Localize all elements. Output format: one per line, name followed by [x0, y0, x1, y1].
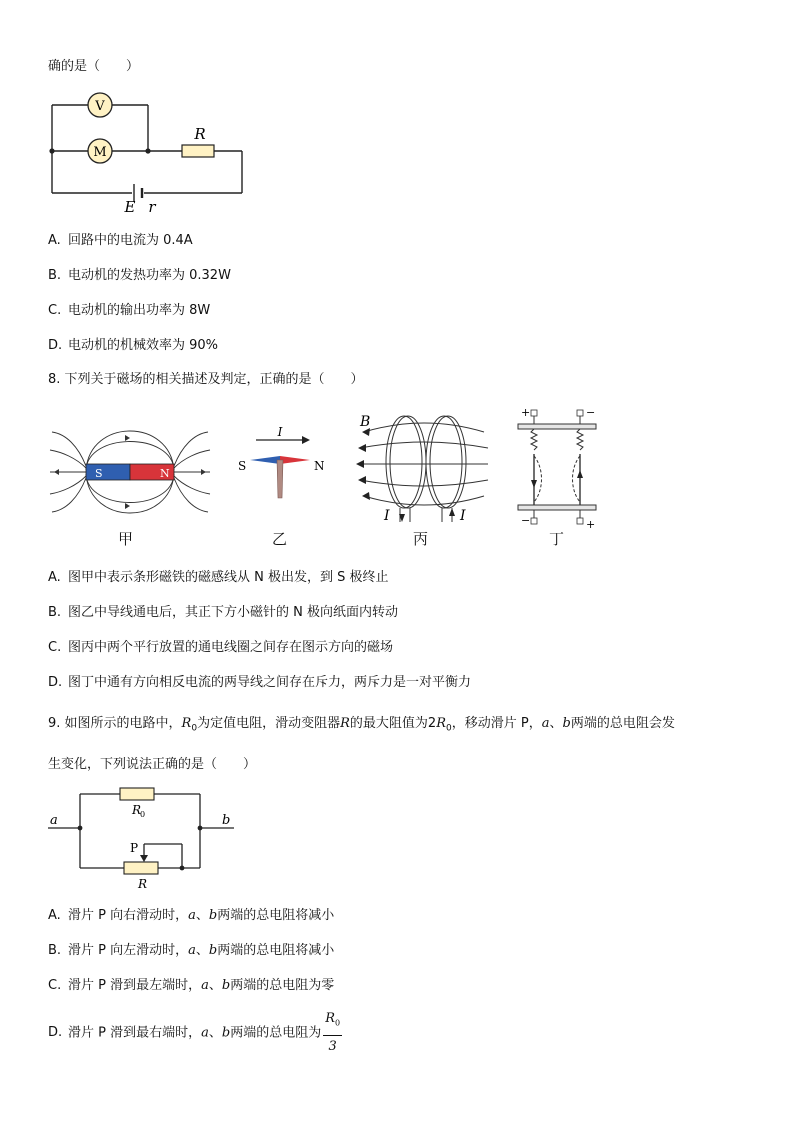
wire-right-bottom-plus: +	[586, 518, 596, 530]
voltmeter-label: V	[95, 99, 105, 114]
magnet-n-label: N	[160, 467, 170, 480]
slider-p-label: P	[130, 841, 139, 855]
option-text: 电动机的机械效率为 90%	[68, 338, 219, 353]
terminal-b: b	[562, 716, 571, 731]
option-text: 两端的总电阻为	[230, 1025, 322, 1041]
wire-left-bottom-minus: −	[521, 514, 531, 527]
option-text: 图丙中两个平行放置的通电线圈之间存在图示方向的磁场	[68, 640, 394, 655]
option-letter: C.	[48, 978, 62, 993]
numerator-subscript: 0	[335, 1018, 341, 1028]
option-text: 图丁中通有方向相反电流的两导线之间存在斥力，两斥力是一对平衡力	[68, 675, 472, 690]
option-letter: A.	[48, 570, 61, 585]
motor-label: M	[93, 145, 107, 160]
option-letter: D.	[48, 1025, 63, 1041]
rheostat	[124, 862, 158, 874]
compass-n-label: N	[314, 459, 325, 473]
r-symbol: R	[340, 716, 350, 731]
q9-option-b[interactable]	[48, 942, 334, 960]
q8-option-b[interactable]	[48, 604, 398, 622]
figure-yi-compass	[232, 424, 332, 514]
q7-circuit-figure	[40, 88, 260, 218]
terminal-b: b	[208, 908, 218, 923]
separator: 、	[195, 943, 209, 958]
two-coefficient: 2	[427, 716, 437, 731]
fraction-denominator: 3	[328, 1038, 337, 1054]
option-letter: C.	[48, 640, 62, 655]
r0-fig-subscript: 0	[140, 810, 146, 819]
figure-ding-parallel-wires	[514, 406, 600, 530]
option-text: 电动机的发热功率为 0.32W	[68, 268, 231, 283]
q9-stem-part: 的最大阻值为	[349, 716, 428, 731]
option-letter: B.	[48, 943, 62, 958]
q9-stem-line1	[48, 715, 675, 738]
q9-stem-line2: 生变化，下列说法正确的是（ ）	[48, 757, 257, 772]
q9-stem-part: 为定值电阻，滑动变阻器	[197, 716, 341, 731]
option-letter: A.	[48, 233, 61, 248]
terminal-b: b	[221, 978, 231, 993]
wire-left-top-plus: +	[521, 406, 531, 419]
q8-option-c[interactable]	[48, 639, 393, 657]
option-text: 两端的总电阻为零	[230, 978, 335, 993]
field-label-b: B	[360, 414, 371, 430]
terminal-a: a	[541, 716, 550, 731]
option-text: 滑片 P 向右滑动时，	[68, 908, 189, 923]
q9-option-a[interactable]	[48, 907, 334, 925]
option-text: 两端的总电阻将减小	[217, 908, 335, 923]
option-letter: C.	[48, 303, 62, 318]
compass-needle-red	[280, 456, 310, 464]
resistor-symbol	[182, 145, 214, 157]
numerator-symbol: R	[325, 1011, 336, 1026]
q9-option-c[interactable]	[48, 977, 334, 995]
terminal-a: a	[188, 943, 196, 958]
option-letter: B.	[48, 268, 62, 283]
separator: 、	[208, 1025, 222, 1041]
caption-jia: 甲	[118, 530, 134, 548]
option-text: 两端的总电阻将减小	[217, 943, 335, 958]
r0-symbol: R	[181, 716, 192, 731]
figure-bing-coils	[354, 412, 490, 524]
r0-fig-label: R	[132, 803, 142, 817]
separator: 、	[208, 978, 222, 993]
option-text: 滑片 P 滑到最右端时，	[68, 1025, 202, 1041]
q7-option-c[interactable]	[48, 302, 210, 320]
option-text: 图乙中导线通电后，其正下方小磁针的 N 极向纸面内转动	[68, 605, 398, 620]
fraction-r0-over-3	[323, 1008, 342, 1058]
separator: 、	[549, 716, 563, 731]
option-letter: D.	[48, 338, 63, 353]
option-letter: A.	[48, 908, 61, 923]
q9-stem-part: 两端的总电阻会发	[570, 716, 675, 731]
r0-subscript: 0	[191, 723, 198, 734]
resistor-label: R	[194, 125, 206, 143]
wire-right-top-minus: −	[586, 406, 596, 419]
option-text: 图甲中表示条形磁铁的磁感线从 N 极出发，到 S 极终止	[68, 570, 389, 585]
q9-stem-part: ，移动滑片 P，	[451, 716, 542, 731]
rheostat-label: R	[138, 877, 148, 891]
terminal-a: a	[188, 908, 196, 923]
option-letter: B.	[48, 605, 62, 620]
separator: 、	[195, 908, 209, 923]
caption-bing: 丙	[413, 530, 429, 548]
current-label-i: I	[277, 425, 283, 439]
q7-option-d[interactable]	[48, 337, 218, 355]
r0-subscript: 0	[445, 723, 452, 734]
q8-option-a[interactable]	[48, 569, 389, 587]
q9-circuit-figure	[44, 784, 244, 894]
emf-label: E	[124, 198, 136, 216]
option-text: 电动机的输出功率为 8W	[68, 303, 211, 318]
q9-option-d[interactable]	[48, 1008, 342, 1058]
option-text: 回路中的电流为 0.4A	[68, 233, 193, 248]
figure-jia-bar-magnet	[48, 424, 212, 520]
terminal-b-label: b	[222, 813, 231, 828]
terminal-b: b	[221, 1025, 231, 1041]
option-text: 滑片 P 滑到最左端时，	[68, 978, 202, 993]
magnet-s-label: S	[95, 467, 103, 480]
q7-stem-tail: 确的是（ ）	[48, 59, 140, 74]
option-text: 滑片 P 向左滑动时，	[68, 943, 189, 958]
q8-stem: 8. 下列关于磁场的相关描述及判定，正确的是（ ）	[48, 372, 364, 387]
terminal-a-label: a	[50, 813, 58, 828]
q7-option-b[interactable]	[48, 267, 231, 285]
internal-resistance-label: r	[148, 198, 156, 216]
terminal-a: a	[201, 978, 209, 993]
compass-s-label: S	[238, 459, 247, 473]
coil-current-right: I	[460, 508, 466, 524]
r0-symbol: R	[436, 716, 446, 731]
compass-pivot	[277, 460, 283, 498]
q7-option-a[interactable]	[48, 232, 193, 250]
r0-resistor	[120, 788, 154, 800]
coil-current-left: I	[384, 508, 390, 524]
compass-needle-blue	[250, 456, 280, 464]
caption-yi: 乙	[272, 530, 288, 548]
slider-arrow	[140, 855, 148, 862]
magnet-south-half	[86, 464, 130, 480]
terminal-a: a	[201, 1025, 209, 1041]
terminal-b: b	[208, 943, 218, 958]
option-letter: D.	[48, 675, 63, 690]
caption-ding: 丁	[549, 530, 565, 548]
fraction-numerator	[323, 1008, 342, 1036]
q9-stem-part: 9. 如图所示的电路中，	[48, 716, 182, 731]
q8-option-d[interactable]	[48, 674, 471, 692]
